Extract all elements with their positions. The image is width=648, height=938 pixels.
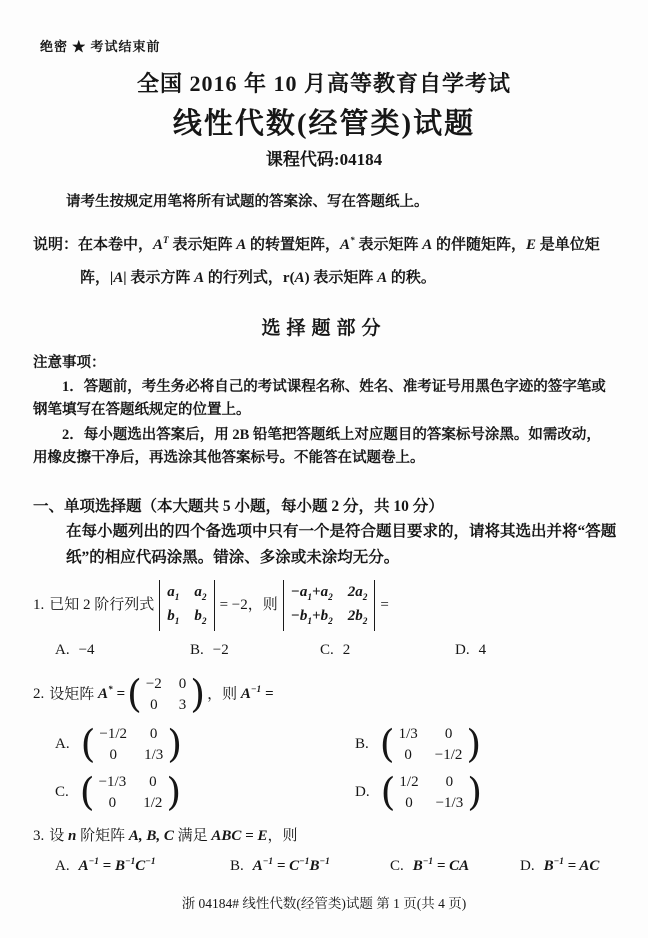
question-3-number: 3.: [33, 827, 45, 844]
question-3: [33, 826, 648, 878]
math-a-adjoint-equals: A* =: [98, 684, 125, 702]
math-n: n: [68, 827, 77, 844]
choice-section-title: 选择题部分: [261, 318, 387, 339]
option-d-matrix: ( 1/2 0 0 −1/3 ): [380, 770, 483, 815]
option-c: C. $B^{-1}$ = CA: [390, 856, 470, 874]
question-2-text: 设矩阵: [49, 685, 99, 702]
question-1-number: 1.: [33, 596, 45, 613]
equals-value: = −2: [219, 596, 248, 613]
option-b: B. −2: [190, 642, 229, 658]
matrix-a-star: ( −2 0 0 3 ): [127, 672, 206, 717]
question-1: [33, 580, 648, 661]
math-a: A: [236, 237, 247, 253]
math-a: A: [294, 270, 305, 286]
secrecy-line: 绝密 ★ 考试结束前: [40, 39, 161, 54]
question-2-number: 2.: [33, 685, 45, 702]
option-d: D. ( 1/2 0 0 −1/3 ): [355, 770, 483, 815]
math-a: A: [377, 270, 388, 286]
question-2-stem: 2. 设矩阵 A* = ( −2 0 0 3 ) ，则 $A^{-1}$ =: [33, 672, 274, 717]
option-a: A. ( −1/2 0 0 1/3 ): [55, 722, 183, 767]
left-paren: (: [127, 672, 142, 717]
page-footer: 浙 04184# 线性代数(经管类)试题 第 1 页(共 4 页): [181, 896, 467, 911]
math-det-a: |A|: [110, 270, 127, 286]
note-item-1: 1．答题前，考生务必将自己的考试课程名称、姓名、准考证号用黑色字迹的签字笔或钢笔填写在答题纸规定的位置上。: [33, 379, 606, 419]
math-a: A: [194, 270, 205, 286]
question-1-options: [55, 639, 648, 662]
option-c: C. 2: [320, 642, 351, 658]
question-2-options: [55, 724, 648, 814]
math-e: E: [526, 237, 537, 253]
math-a-transpose: $A^T$: [153, 236, 169, 253]
determinant-target: $-a_1+a_2$ $2a_2$ $-b_1+b_2$ $2b_2$: [283, 580, 376, 631]
section1-heading: 一、单项选择题（本大题共 5 小题，每小题 2 分，共 10 分）: [33, 497, 444, 515]
question-1-text: 已知 2 阶行列式: [49, 596, 155, 613]
option-a: A. −4: [55, 642, 95, 658]
exam-title: 全国 2016 年 10 月高等教育自学考试: [136, 71, 511, 96]
option-a-matrix: ( −1/2 0 0 1/3 ): [80, 722, 183, 767]
equals-sign: =: [380, 596, 389, 613]
option-d: D. 4: [455, 642, 487, 658]
section1-instructions: 在每小题列出的四个备选项中只有一个是符合题目要求的，请将其选出并将“答题纸”的相应代码涂黑。错涂、多涂或未涂均无分。: [66, 522, 617, 566]
math-abc-equals-e: ABC = E: [211, 827, 268, 844]
remark-text: 在本卷中，: [78, 237, 154, 253]
math-a-inverse-equals: $A^{-1}$ =: [240, 684, 274, 702]
option-b: B. $A^{-1} = C^{-1}B^{-1}$: [230, 856, 330, 874]
answer-sheet-notice: 请考生按规定用笔将所有试题的答案涂、写在答题纸上。: [66, 194, 429, 210]
math-a: A: [422, 237, 433, 253]
option-b-matrix: ( 1/3 0 0 −1/2 ): [379, 722, 482, 767]
math-a-adjoint: A*: [340, 236, 355, 253]
option-a: A. $A^{-1} = B^{-1}C^{-1}$: [55, 856, 156, 874]
question-3-options: [55, 855, 648, 878]
notes-label: 注意事项：: [33, 355, 106, 371]
question-3-stem: 3. 设 n 阶矩阵 A, B, C 满足 ABC = E，则: [33, 827, 298, 844]
question-1-stem: 1. 已知 2 阶行列式 $a_1$ $a_2$ $b_1$ $b_2$ = −2，则 $-a_1+a_2$ $2a_2$ $-b_1+b_2$ $2b_2$ =: [33, 580, 648, 631]
option-b: B. ( 1/3 0 0 −1/2 ): [355, 722, 482, 767]
right-paren: ): [190, 672, 206, 717]
exam-notes: [33, 352, 612, 470]
math-abc-list: A, B, C: [128, 827, 174, 844]
option-c: C. ( −1/3 0 0 1/2 ): [55, 770, 182, 815]
note-item-2: 2．每小题选出答案后，用 2B 铅笔把答题纸上对应题目的答案标号涂黑。如需改动，用橡皮擦干净后，再选涂其他答案标号。不能答在试题卷上。: [33, 426, 601, 466]
course-code: 课程代码:04184: [265, 150, 383, 169]
remark-label: 说明：: [33, 237, 79, 253]
notation-remark: 说明：在本卷中，$A^T$ 表示矩阵 A 的转置矩阵，A* 表示矩阵 A 的伴随矩阵，E 是单位矩阵，|A| 表示方阵 A 的行列式，r(A) 表示矩阵 A 的秩。: [33, 236, 600, 286]
option-c-matrix: ( −1/3 0 0 1/2 ): [79, 770, 182, 815]
determinant-given: $a_1$ $a_2$ $b_1$ $b_2$: [159, 580, 214, 631]
question-2: [33, 674, 648, 814]
subject-title: 线性代数(经管类)试题: [172, 108, 476, 140]
option-d: D. $B^{-1}$ = AC: [520, 856, 600, 874]
